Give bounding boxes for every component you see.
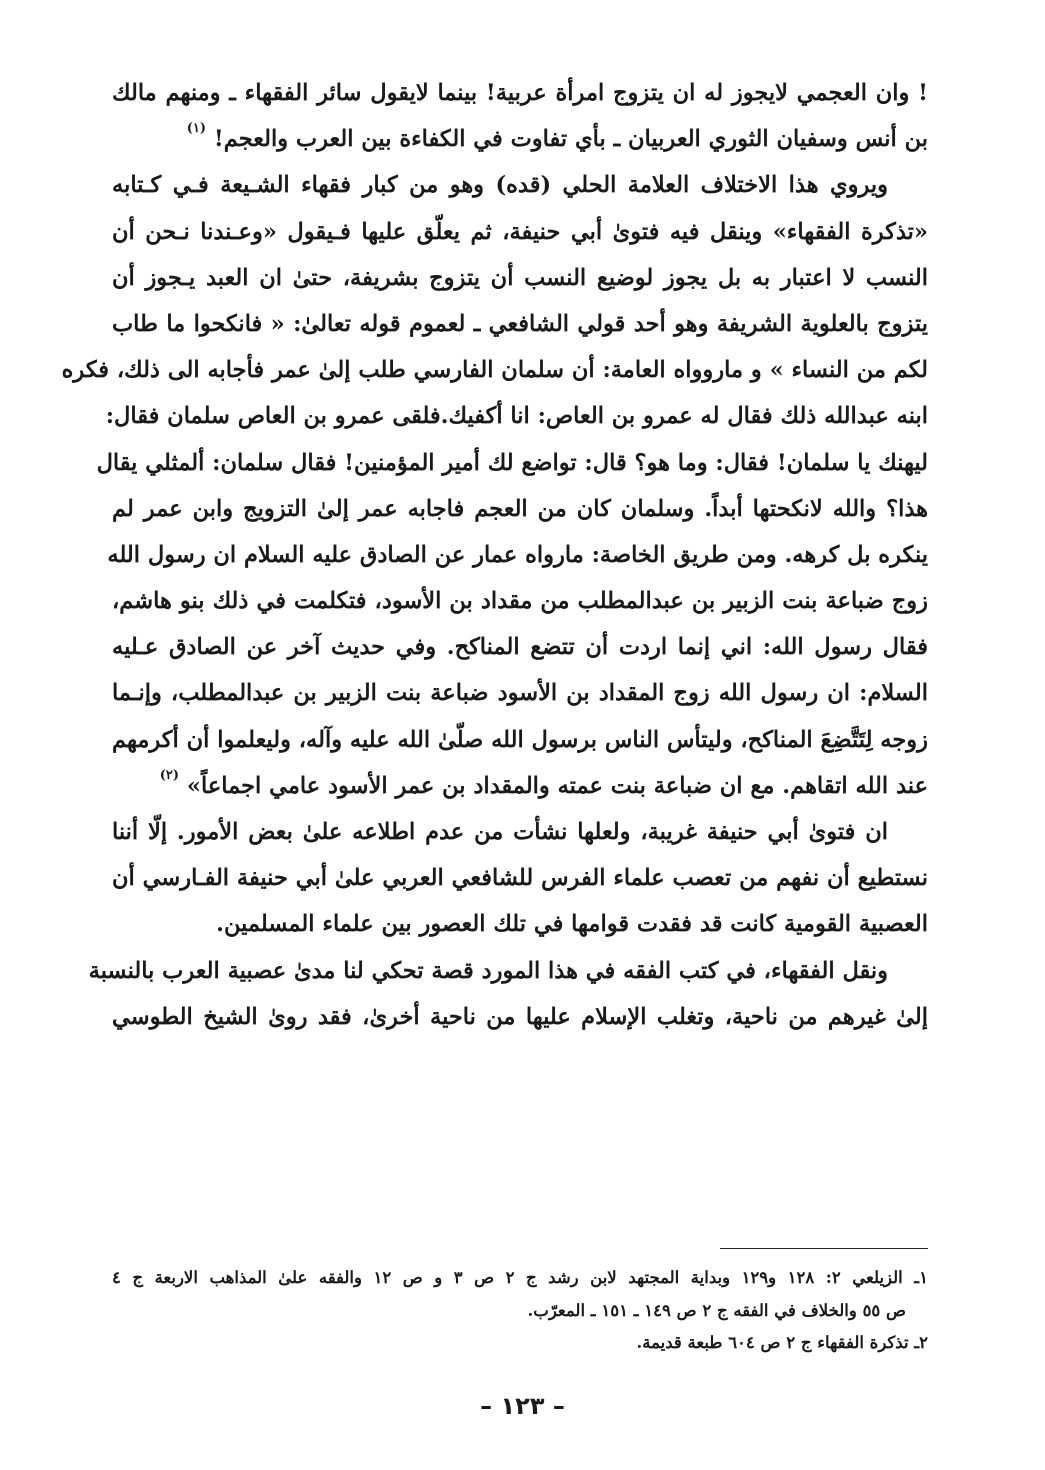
text-line-8: ابنه عبدالله ذلك فقال له عمرو بن العاص: انا أكفيك.فلقى عمرو بن العاص سلمان فقال: bbox=[105, 403, 928, 430]
text-line-12: زوج ضباعة بنت الزبير بن عبدالمطلب من مقداد بن الأسود، فتكلمت في ذلك بنو هاشم، bbox=[112, 588, 928, 615]
footnote-divider bbox=[720, 1248, 928, 1249]
text-line-5: النسب لا اعتبار به بل يجوز لوضيع النسب أن يتزوج بشريفة، حتىٰ ان العبد يـجوز أن bbox=[112, 264, 928, 291]
text-line-16: عند الله اتقاهم. مع ان ضباعة بنت عمته والمقداد بن عمر الأسود عامي اجماعاً» $^{(٢)}$ bbox=[159, 767, 928, 799]
text-line-7: لكم من النساء » و ماروواه العامة: أن سلمان الفارسي طلب إلىٰ عمر فأجابه الى ذلك، فكره bbox=[61, 357, 928, 384]
text-line-2: بن أنس وسفيان الثوري العربيان ـ بأي تفاوت في الكفاءة بين العرب والعجم! $^{(١)}$ bbox=[186, 121, 928, 153]
text-line-9: ليهنك يا سلمان! فقال: وما هو؟ قال: تواضع لك أمير المؤمنين! فقال سلمان: ألمثلي يقال bbox=[96, 449, 928, 476]
text-line-10: هذا؟ والله لانكحتها أبداً. وسلمان كان من العجم فاجابه عمر إلىٰ التزويج وابن عمر لم bbox=[112, 495, 928, 522]
text-line-21: إلىٰ غيرهم من ناحية، وتغلب الإسلام عليها من ناحية أخرىٰ، فقد روىٰ الشيخ الطوسي bbox=[112, 1003, 928, 1030]
text-line-11: ينكره بل كرهه. ومن طريق الخاصة: مارواه عمار عن الصادق عليه السلام ان رسول الله bbox=[107, 541, 928, 568]
footnotes bbox=[112, 1262, 928, 1360]
footnote-1-line-1: ١ـ الزيلعي ٢: ١٢٨ و١٢٩ وبداية المجتهد لابن رشد ج ٢ ص ٣ و ص ١٢ والفقه علىٰ المذاهب الاربعة ج ٤ bbox=[112, 1268, 928, 1287]
text-line-15: زوجه لِتَتَّضِعَ المناكح، وليتأس الناس برسول الله صلّىٰ الله عليه وآله، وليعلموا أن أكرمهم bbox=[112, 726, 928, 753]
text-line-19: العصبية القومية كانت قد فقدت قوامها في تلك العصور بين علماء المسلمين. bbox=[216, 911, 928, 938]
text-line-4: «تذكرة الفقهاء» وينقل فيه فتوىٰ أبي حنيفة، ثم يعلّق عليها فـيقول «وعـندنا نـحن أن bbox=[112, 218, 928, 245]
footnote-mark-1: (١) bbox=[186, 121, 207, 137]
text-line-20: ونقل الفقهاء، في كتب الفقه في هذا المورد قصة تحكي لنا مدىٰ عصبية العرب بالنسبة bbox=[88, 957, 888, 984]
text-line-13: فقال رسول الله: اني إنما اردت أن تتضع المناكح. وفي حديث آخر عن الصادق عـليه bbox=[112, 634, 928, 661]
body-text bbox=[61, 70, 928, 1040]
footnote-mark-2: (٢) bbox=[159, 767, 180, 783]
footnote-2: ٢ـ تذكرة الفقهاء ج ٢ ص ٦٠٤ طبعة قديمة. bbox=[636, 1333, 928, 1352]
text-line-17: ان فتوىٰ أبي حنيفة غريبة، ولعلها نشأت من عدم اطلاعه علىٰ بعض الأمور. إلّا أننا bbox=[112, 819, 888, 845]
page-number: – ١٢٣ – bbox=[480, 1392, 565, 1420]
footnote-1-line-2: ص ٥٥ والخلاف في الفقه ج ٢ ص ١٤٩ ـ ١٥١ ـ المعرّب. bbox=[527, 1300, 906, 1320]
text-line-6: يتزوج بالعلوية الشريفة وهو أحد قولي الشافعي ـ لعموم قوله تعالىٰ: « فانكحوا ما طاب bbox=[112, 310, 928, 337]
text-line-3: ويروي هذا الاختلاف العلامة الحلي (قده) وهو من كبار فقهاء الشـيعة فـي كـتابه bbox=[112, 172, 888, 199]
text-line-18: نستطيع أن نفهم من تعصب علماء الفرس للشافعي العربي علىٰ أبي حنيفة الفـارسي أن bbox=[112, 865, 928, 892]
text-line-14: السلام: ان رسول الله زوج المقداد بن الأسود ضباعة بنت الزبير بن عبدالمطلب، وإنـما bbox=[112, 680, 928, 707]
text-line-1: ! وان العجمي لايجوز له ان يتزوج امرأة عربية! بينما لايقول سائر الفقهاء ـ ومنهم مالك bbox=[112, 80, 928, 106]
